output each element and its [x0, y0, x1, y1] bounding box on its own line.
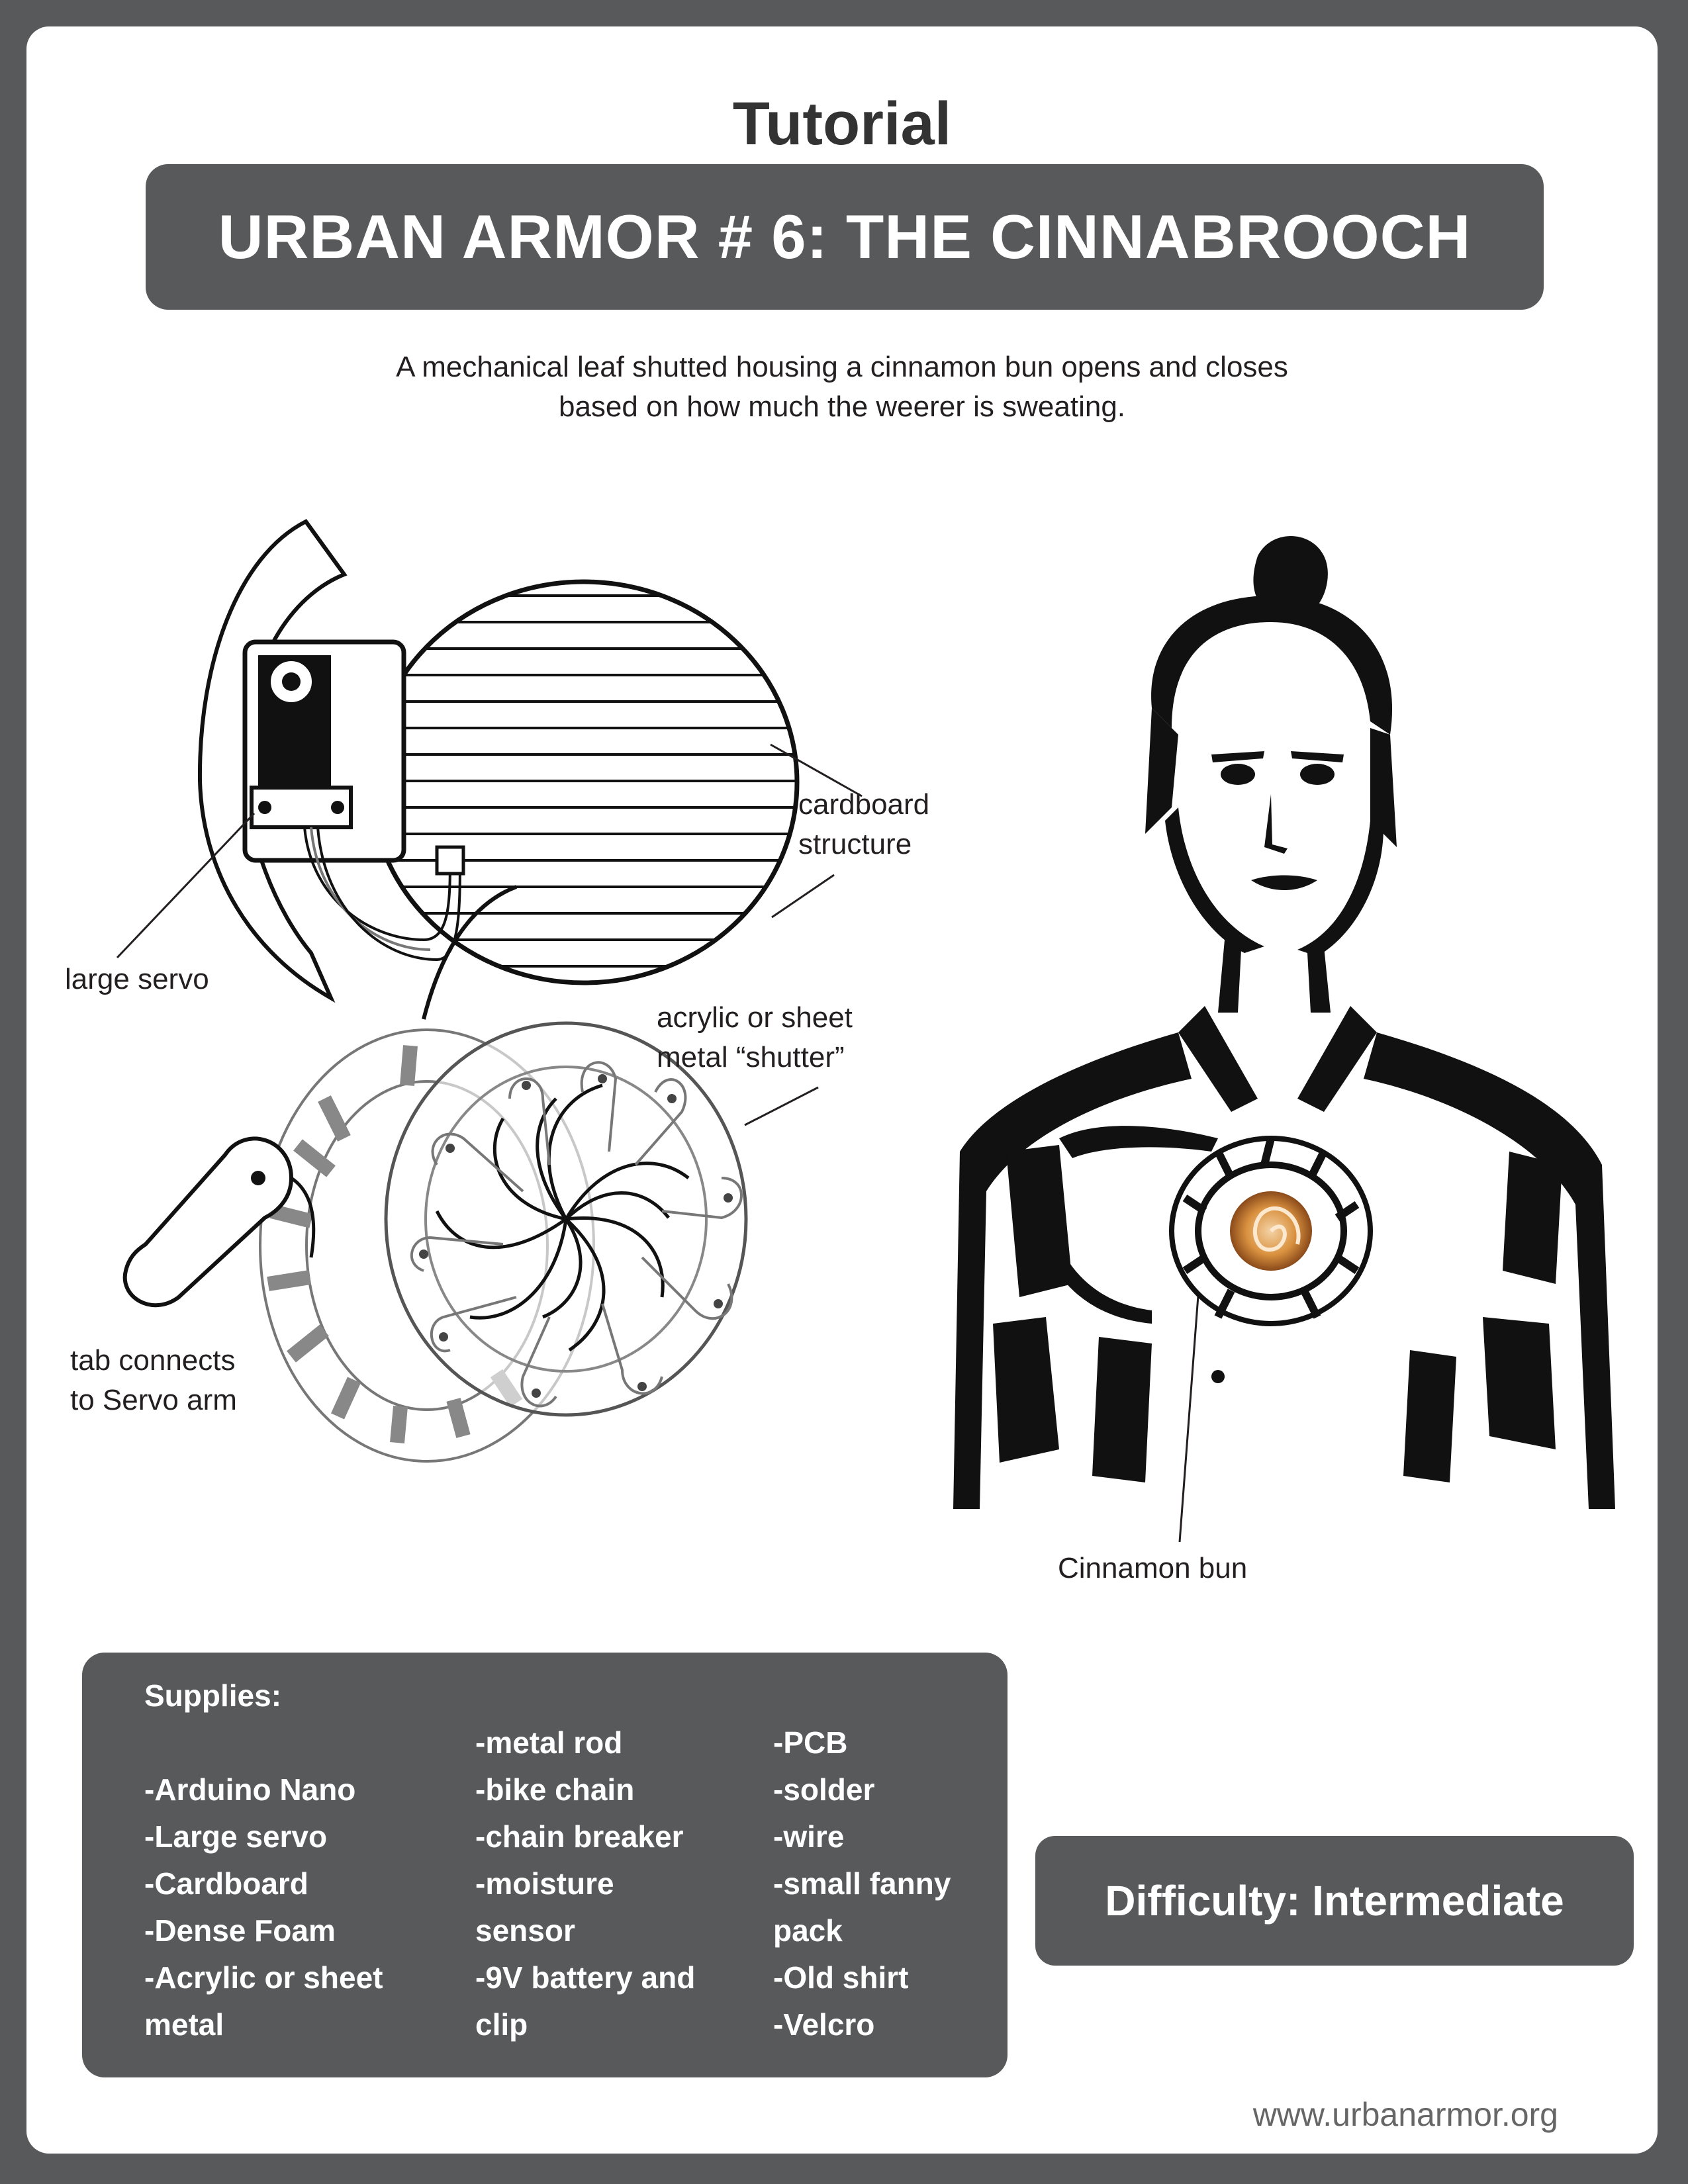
supply-item: -Acrylic or sheet — [144, 1960, 383, 1995]
shutter-label-line-1: acrylic or sheet — [657, 1001, 853, 1034]
large-servo-label: large servo — [65, 963, 209, 995]
supply-item: -Cardboard — [144, 1866, 308, 1901]
supply-item: -9V battery and — [475, 1960, 696, 1995]
woman-figure-illustration — [953, 536, 1615, 1509]
description-line-2: based on how much the weerer is sweating. — [558, 390, 1126, 423]
tutorial-label: Tutorial — [732, 90, 952, 158]
supply-item: -chain breaker — [475, 1819, 684, 1854]
website-link[interactable]: www.urbanarmor.org — [1252, 2096, 1558, 2133]
tab-label — [70, 1341, 237, 1420]
difficulty-text: Difficulty: Intermediate — [1105, 1877, 1564, 1925]
supply-item: -wire — [773, 1819, 845, 1854]
supplies-column-1 — [144, 1766, 383, 2048]
supply-item: -solder — [773, 1772, 875, 1807]
supply-item: sensor — [475, 1913, 575, 1948]
shutter-label — [657, 998, 853, 1077]
tutorial-page — [26, 26, 1658, 2154]
supply-item: -moisture — [475, 1866, 614, 1901]
page-title: URBAN ARMOR # 6: THE CINNABROOCH — [218, 202, 1472, 271]
tab-label-line-1: tab connects — [70, 1344, 236, 1377]
supply-item: -small fanny — [773, 1866, 951, 1901]
supplies-column-3 — [773, 1719, 951, 2048]
supply-item: metal — [144, 2007, 224, 2042]
shutter-label-line-2: metal “shutter” — [657, 1041, 845, 1073]
cardboard-label-line-2: structure — [798, 828, 912, 860]
cinnamon-bun-label: Cinnamon bun — [1058, 1552, 1248, 1584]
supply-item: -Velcro — [773, 2007, 875, 2042]
supplies-heading: Supplies: — [144, 1678, 282, 1713]
cardboard-label-line-1: cardboard — [798, 788, 930, 821]
supply-item: -Old shirt — [773, 1960, 909, 1995]
difficulty-badge — [1035, 1836, 1634, 1966]
supply-item: -Large servo — [144, 1819, 328, 1854]
supply-item: clip — [475, 2007, 528, 2042]
supply-item: -Arduino Nano — [144, 1772, 356, 1807]
cardboard-structure-label — [798, 785, 929, 864]
supply-item: pack — [773, 1913, 843, 1948]
tab-label-line-2: to Servo arm — [70, 1384, 237, 1416]
supplies-box — [82, 1653, 1008, 2077]
description-line-1: A mechanical leaf shutted housing a cinnamon bun opens and closes — [396, 351, 1288, 383]
supplies-column-2 — [475, 1719, 695, 2048]
supply-item: -PCB — [773, 1725, 848, 1760]
supply-item: -metal rod — [475, 1725, 623, 1760]
supply-item: -bike chain — [475, 1772, 635, 1807]
supply-item: -Dense Foam — [144, 1913, 336, 1948]
